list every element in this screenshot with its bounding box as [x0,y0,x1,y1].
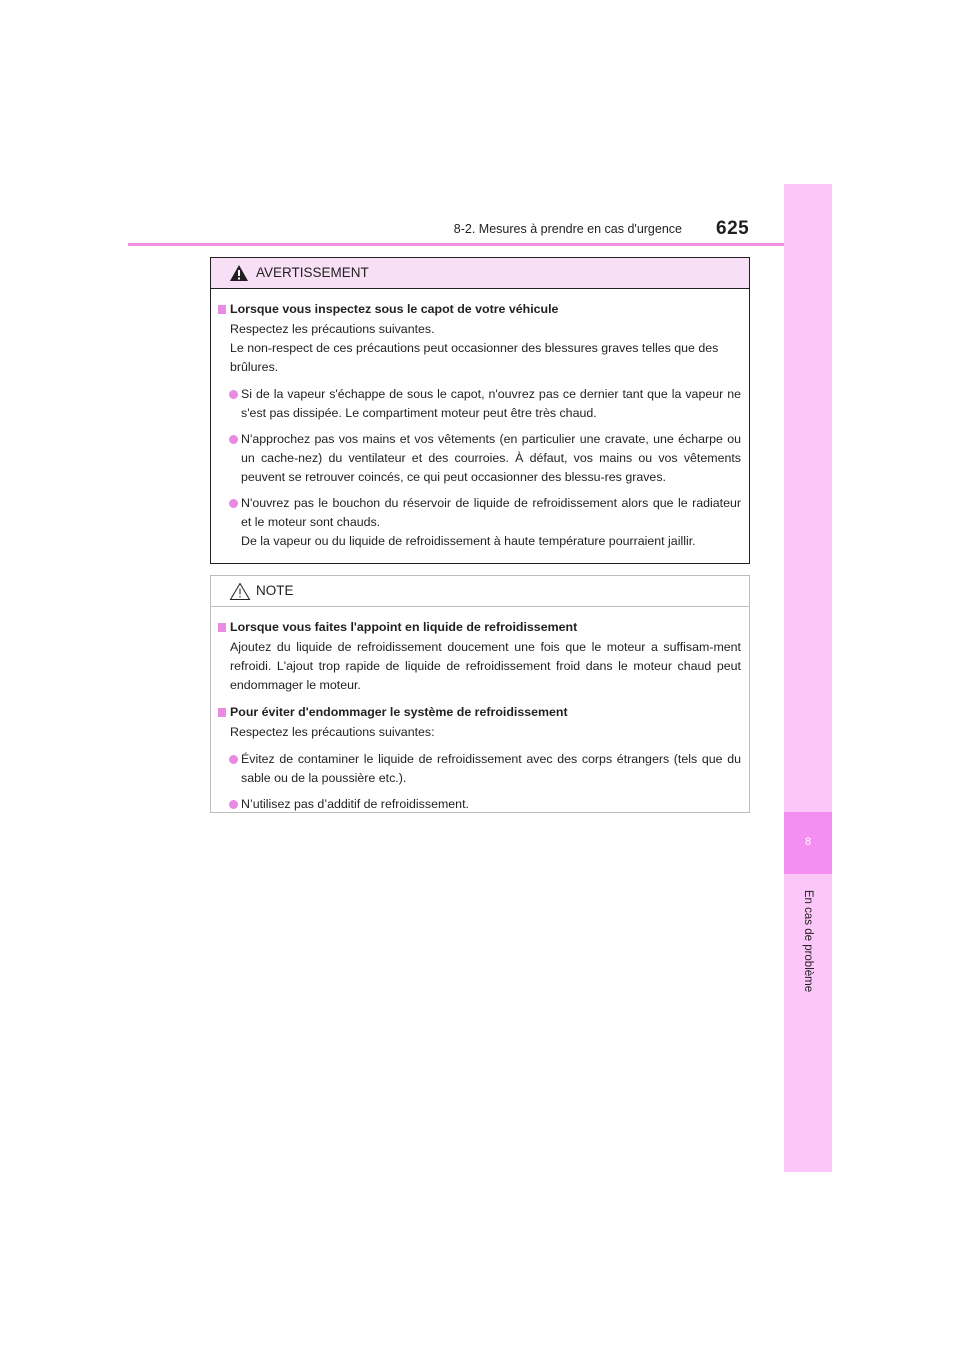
warning-title: AVERTISSEMENT [256,265,369,280]
chapter-number: 8 [784,812,832,874]
round-bullet-icon [229,435,238,444]
warning-bullet: N'approchez pas vos mains et vos vêtements (en particulier une cravate, une écharpe ou un cache-nez) du ventilateur et des courroies. À défaut, vos mains ou vos vêtements peuvent se retrouver coincés, ce qui peut occasionner des blessu-res graves. [218,430,741,487]
note-title: NOTE [256,583,294,598]
square-bullet-icon [218,305,226,314]
warning-intro: Respectez les précautions suivantes. Le non-respect de ces précautions peut occasionner des blessures graves telles que des brûlures. [230,322,719,374]
round-bullet-icon [229,755,238,764]
note-box [210,575,750,813]
square-bullet-icon [218,623,226,632]
chapter-label: En cas de problème [802,889,814,993]
header-rule [128,243,832,246]
warning-bullet: N'ouvrez pas le bouchon du réservoir de liquide de refroidissement alors que le radiateur et le moteur sont chauds. De la vapeur ou du liquide de refroidissement à haute température pourraient jaillir. [218,494,741,551]
chapter-side-tab [784,184,832,1172]
caution-triangle-icon [229,582,251,601]
round-bullet-icon [229,390,238,399]
warning-heading: Lorsque vous inspectez sous le capot de votre véhicule [218,300,741,319]
note-text: Ajoutez du liquide de refroidissement doucement une fois que le moteur a suffisam-ment refroidi. L'ajout trop rapide de liquide de refroidissement froid dans le moteur chaud peut endommager le moteur. [230,640,741,692]
round-bullet-icon [229,499,238,508]
round-bullet-icon [229,800,238,809]
warning-bullet: Si de la vapeur s'échappe de sous le capot, n'ouvrez pas ce dernier tant que la vapeur ne s'est pas dissipée. Le compartiment moteur peut être très chaud. [218,385,741,423]
note-header [211,576,749,607]
warning-triangle-icon [229,264,249,282]
warning-box [210,257,750,564]
page-number: 625 [716,218,750,239]
warning-header [211,258,749,289]
section-title: 8-2. Mesures à prendre en cas d'urgence [453,222,682,236]
note-bullet: N’utilisez pas d’additif de refroidissement. [218,795,741,814]
square-bullet-icon [218,708,226,717]
note-intro: Respectez les précautions suivantes: [230,725,435,739]
note-heading: Pour éviter d'endommager le système de refroidissement [218,703,741,722]
note-heading: Lorsque vous faites l'appoint en liquide de refroidissement [218,618,741,637]
note-bullet: Évitez de contaminer le liquide de refroidissement avec des corps étrangers (tels que du sable ou de la poussière etc.). [218,750,741,788]
